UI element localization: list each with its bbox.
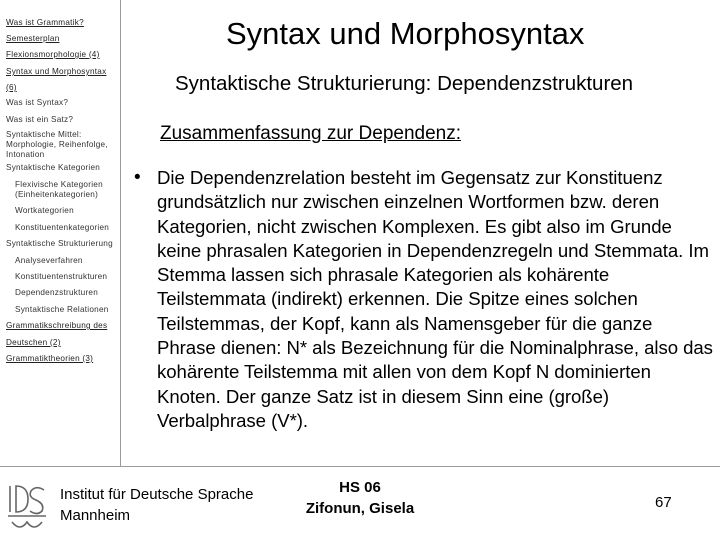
sidebar-item-syntaktische-strukturierung[interactable]: Syntaktische Strukturierung — [6, 239, 113, 248]
sidebar-item-syntaktische-relationen[interactable]: Syntaktische Relationen — [15, 305, 109, 314]
sidebar-item-analyseverfahren[interactable]: Analyseverfahren — [15, 256, 83, 265]
sidebar-item-konstituentenkategorien[interactable]: Konstituentenkategorien — [15, 223, 110, 232]
sidebar-item-was-ist-grammatik[interactable]: Was ist Grammatik? — [6, 18, 84, 27]
institute-line-2: Mannheim — [60, 507, 131, 524]
sidebar-item-konstituentenstrukturen[interactable]: Konstituentenstrukturen — [15, 272, 108, 281]
institute-name — [60, 484, 253, 526]
sidebar-item-flexivische-kategorien[interactable]: Flexivische Kategorien (Einheitenkategorien) — [15, 180, 103, 199]
sidebar-item-was-ist-syntax[interactable]: Was ist Syntax? — [6, 98, 69, 107]
sidebar-item-syntax-morphosyntax-count[interactable]: (6) — [6, 83, 17, 92]
sidebar-nav — [0, 0, 121, 466]
sidebar-item-flexionsmorphologie[interactable]: Flexionsmorphologie (4) — [6, 50, 100, 59]
institute-line-1: Institut für Deutsche Sprache — [60, 486, 254, 503]
page-title: Syntax und Morphosyntax — [226, 16, 585, 51]
bullet-text: Die Dependenzrelation besteht im Gegensatz zur Konstituenz grundsätzlich nur zwischen einzelnen Wortformen bzw. deren Kategorien, nicht zwischen Komplexen. Es gibt also im Grunde keine phrasalen Kategorien in Dependenzregeln und Stemmata. Im Stemma lassen sich phrasale Kategorien als kohärente Teilstemmata (indirekt) erkennen. Die Spitze eines solchen Teilstemmas, der Kopf, kann als Namensgeber für die ganze Phrase dienen: N* als Bezeichnung für die Nominalphrase, also das kohärente Teilstemma mit allen von dem Kopf N dominierten Knoten. Der ganze Satz ist in diesem Sinn eine (große) Verbalphrase (V*). — [157, 167, 713, 431]
course-code: HS 06 — [339, 479, 381, 496]
sidebar-item-wortkategorien[interactable]: Wortkategorien — [15, 206, 74, 215]
sidebar-item-was-ist-ein-satz[interactable]: Was ist ein Satz? — [6, 115, 74, 124]
sidebar-item-semesterplan[interactable]: Semesterplan — [6, 34, 60, 43]
course-info — [300, 477, 420, 519]
bullet-icon: • — [134, 167, 141, 188]
sidebar-item-syntaktische-mittel[interactable]: Syntaktische Mittel: Morphologie, Reihenfolge, Intonation — [6, 130, 108, 159]
author-name: Zifonun, Gisela — [305, 500, 415, 517]
page-number: 67 — [655, 494, 672, 511]
section-heading: Zusammenfassung zur Dependenz: — [160, 123, 461, 144]
footer-divider — [0, 466, 720, 467]
sidebar-item-syntax-morphosyntax[interactable]: Syntax und Morphosyntax — [6, 67, 107, 76]
sidebar-item-grammatiktheorien[interactable]: Grammatiktheorien (3) — [6, 354, 94, 363]
sidebar-item-syntaktische-kategorien[interactable]: Syntaktische Kategorien — [6, 163, 101, 172]
sidebar-item-deutschen[interactable]: Deutschen (2) — [6, 338, 61, 347]
ids-logo-icon — [6, 482, 48, 534]
sidebar-item-dependenzstrukturen[interactable]: Dependenzstrukturen — [15, 288, 99, 297]
slide-subtitle: Syntaktische Strukturierung: Dependenzstrukturen — [175, 72, 634, 95]
sidebar-item-grammatikschreibung[interactable]: Grammatikschreibung des — [6, 321, 108, 330]
